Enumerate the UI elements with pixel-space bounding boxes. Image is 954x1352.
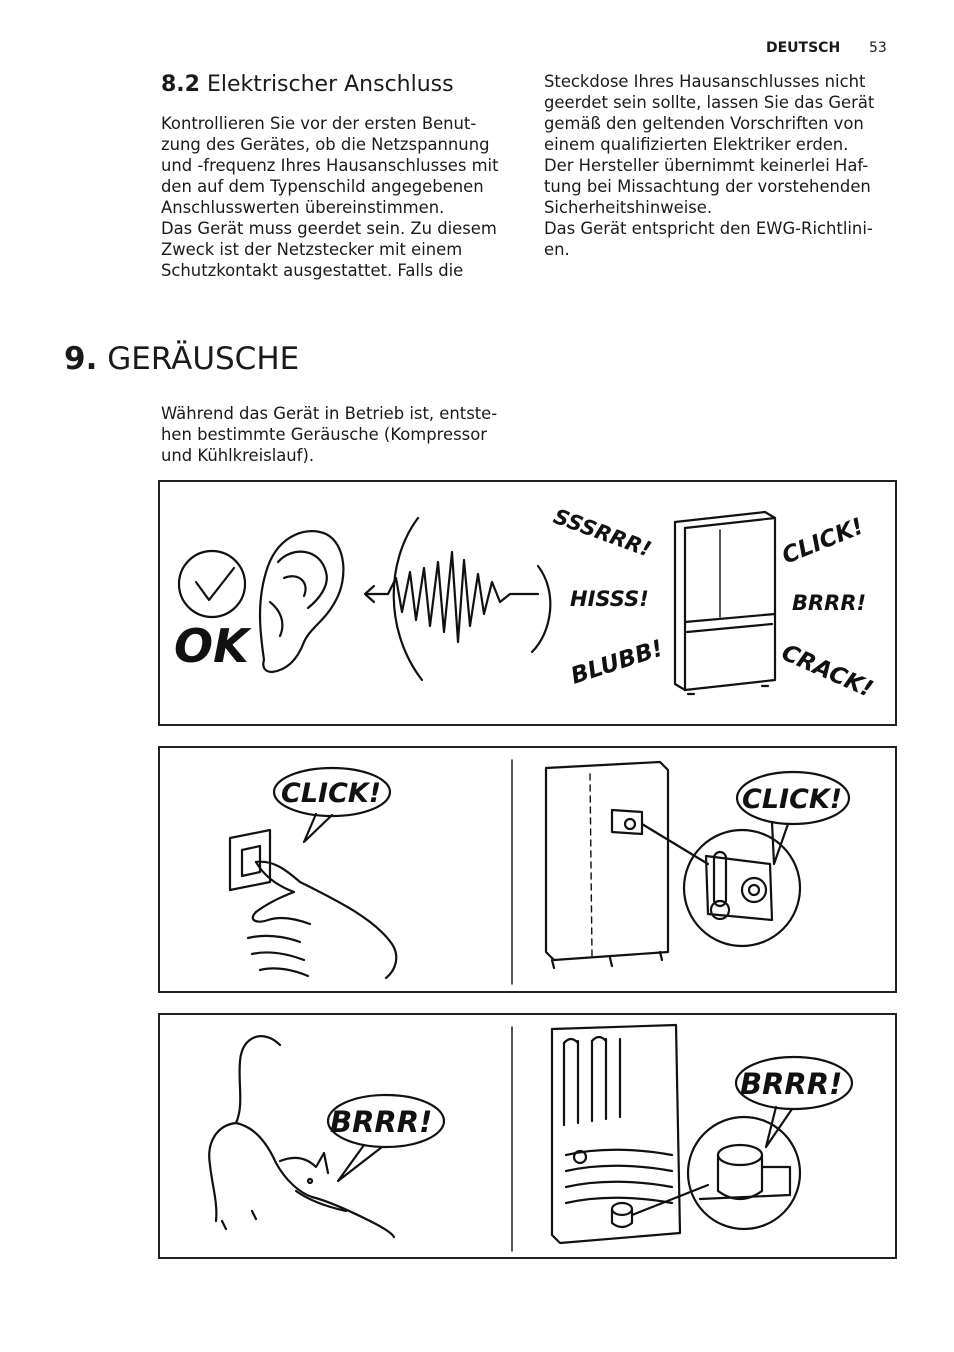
text-line: gemäß den geltenden Vorschriften von	[544, 114, 864, 133]
speech-bubble-left	[328, 1095, 444, 1181]
illustration-brrr-sounds	[158, 1013, 897, 1259]
speech-bubble-left	[274, 768, 390, 842]
hand-icon	[248, 862, 396, 978]
speech-bubble-right	[737, 772, 849, 864]
section-number: 8.2	[161, 72, 200, 97]
compressor-icon	[612, 1117, 800, 1229]
wall-switch-icon	[230, 830, 270, 890]
text-line: und -frequenz Ihres Hausanschlusses mit	[161, 156, 499, 175]
text-line: Zweck ist der Netzstecker mit einem	[161, 240, 463, 259]
text-line: tung bei Missachtung der vorstehenden	[544, 177, 871, 196]
sound-crack: CRACK!	[777, 639, 877, 703]
text-line: hen bestimmte Geräusche (Kompressor	[161, 425, 487, 444]
sound-wave-icon	[365, 518, 550, 680]
text-line: Sicherheitshinweise.	[544, 198, 713, 217]
bubble-text: CLICK!	[281, 778, 382, 809]
text-line: einem qualifizierten Elektriker erden.	[544, 135, 849, 154]
chapter-number: 9.	[64, 341, 98, 377]
text-line: Das Gerät entspricht den EWG-Richtlini-	[544, 219, 873, 238]
check-circle-icon	[179, 551, 245, 617]
speech-bubble-right	[736, 1057, 852, 1147]
fridge-icon	[675, 512, 775, 694]
text-line: Kontrollieren Sie vor der ersten Benut-	[161, 114, 477, 133]
page-number: 53	[869, 40, 887, 56]
sound-click: CLICK!	[778, 513, 868, 570]
ok-label: OK	[174, 619, 249, 673]
section-title-text: Elektrischer Anschluss	[206, 72, 454, 97]
chapter-title	[64, 341, 299, 377]
text-line: den auf dem Typenschild angegebenen	[161, 177, 484, 196]
section-column-right	[544, 71, 874, 260]
text-line: geerdet sein sollte, lassen Sie das Gerät	[544, 93, 875, 112]
text-line: Steckdose Ihres Hausanschlusses nicht	[544, 72, 866, 91]
section-column-left	[161, 113, 499, 281]
text-line: und Kühlkreislauf).	[161, 446, 315, 465]
illustration-click-sounds	[158, 746, 897, 993]
sound-brrr: BRRR!	[792, 591, 867, 615]
text-line: Schutzkontakt ausgestattet. Falls die	[161, 261, 464, 280]
chapter-intro	[161, 403, 497, 466]
bubble-text: CLICK!	[742, 784, 843, 815]
header-language: DEUTSCH	[766, 40, 841, 56]
text-line: Der Hersteller übernimmt keinerlei Haf-	[544, 156, 869, 175]
ear-icon	[260, 531, 343, 672]
chapter-title-text: GERÄUSCHE	[107, 341, 300, 377]
text-line: Während das Gerät in Betrieb ist, entste-	[161, 404, 498, 423]
fridge-back-icon	[552, 1025, 680, 1243]
sound-sssrrr: SSSRRR!	[550, 504, 655, 562]
illustration-noises-overview	[158, 480, 897, 726]
bubble-text: BRRR!	[740, 1067, 843, 1101]
section-title	[161, 72, 454, 97]
text-line: Das Gerät muss geerdet sein. Zu diesem	[161, 219, 497, 238]
sound-hisss: HISSS!	[570, 587, 649, 611]
sound-blubb: BLUBB!	[567, 635, 667, 690]
fridge-icon	[546, 762, 668, 968]
bubble-text: BRRR!	[330, 1105, 433, 1139]
text-line: en.	[544, 240, 570, 259]
text-line: zung des Gerätes, ob die Netzspannung	[161, 135, 490, 154]
text-line: Anschlusswerten übereinstimmen.	[161, 198, 445, 217]
